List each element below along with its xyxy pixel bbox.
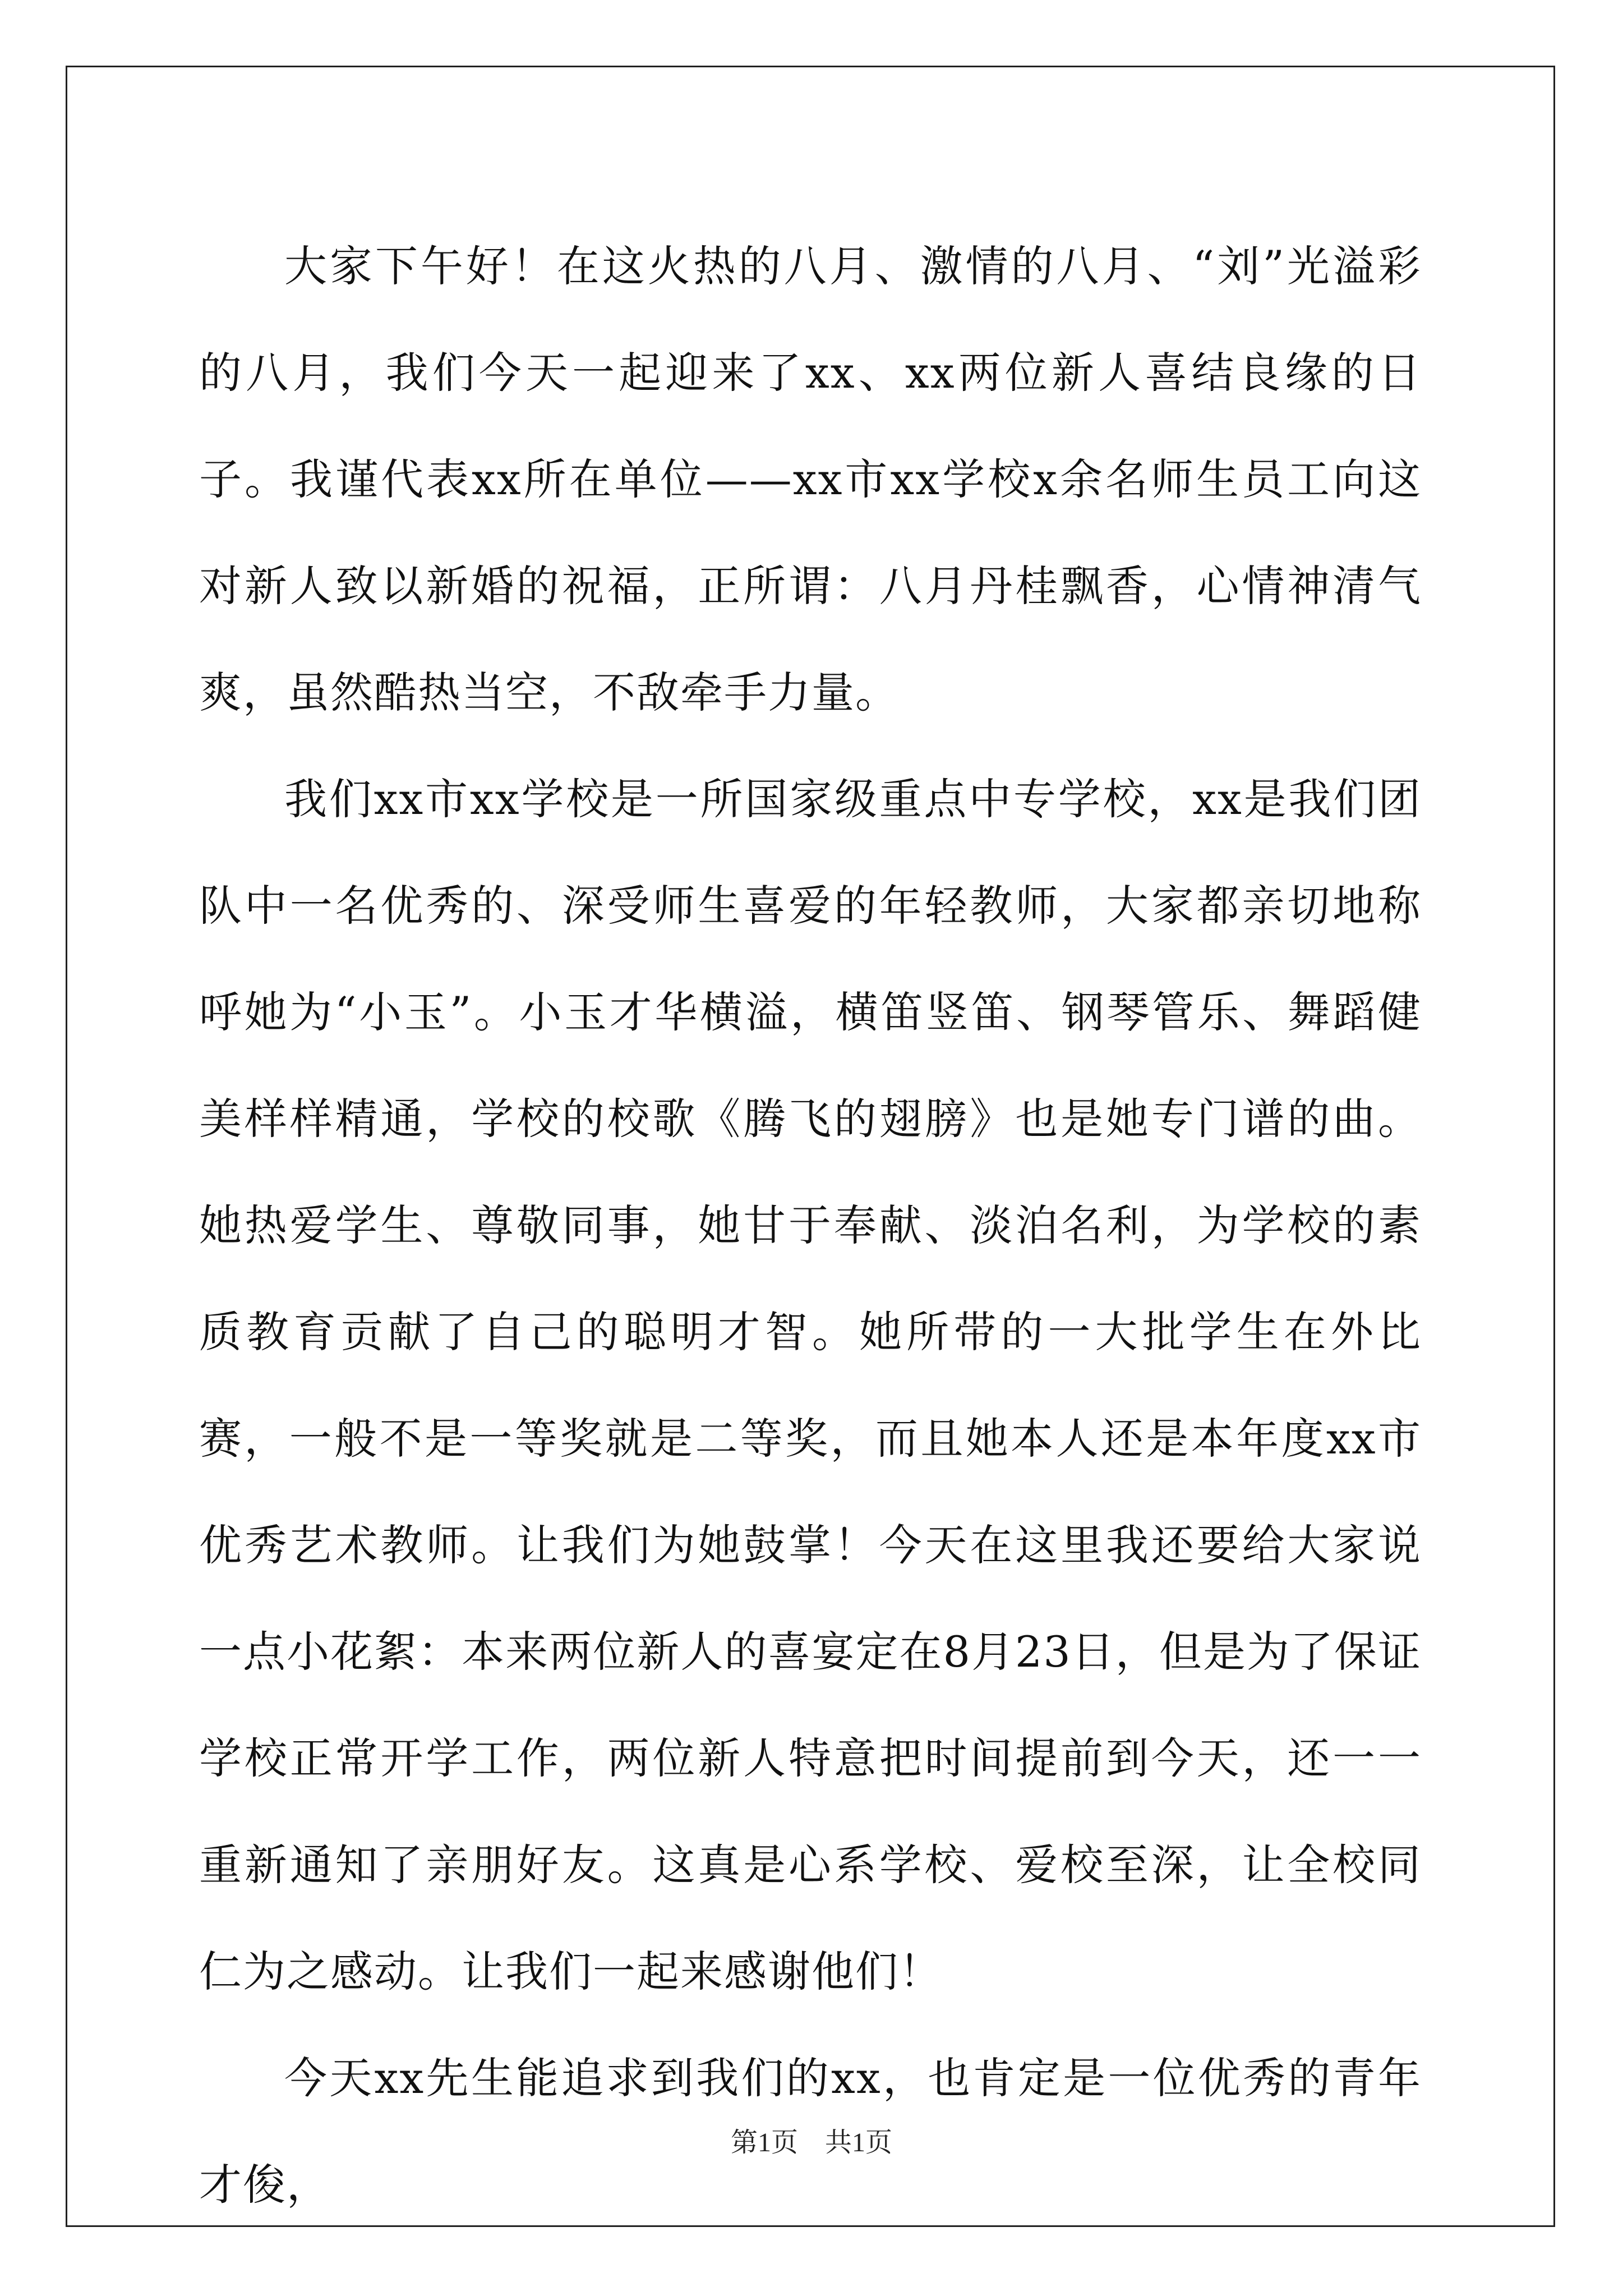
paragraph-3: 今天xx先生能追求到我们的xx，也肯定是一位优秀的青年才俊，: [199, 2053, 1422, 2210]
document-body: [199, 213, 1422, 2238]
paragraph-2: 我们xx市xx学校是一所国家级重点中专学校，xx是我们团队中一名优秀的、深受师生喜爱的年轻教师，大家都亲切地称呼她为“小玉”。小玉才华横溢，横笛竖笛、钢琴管乐、舞蹈健美样样精通，学校的校歌《腾飞的翅膀》也是她专门谱的曲。她热爱学生、尊敬同事，她甘于奉献、淡泊名利，为学校的素质教育贡献了自己的聪明才智。她所带的一大批学生在外比赛，一般不是一等奖就是二等奖，而且她本人还是本年度xx市优秀艺术教师。让我们为她鼓掌！今天在这里我还要给大家说一点小花絮：本来两位新人的喜宴定在8月23日，但是为了保证学校正常开学工作，两位新人特意把时间提前到今天，还一一重新通知了亲朋好友。这真是心系学校、爱校至深，让全校同仁为之感动。让我们一起来感谢他们！: [199, 774, 1422, 1996]
page-footer: 第1页 共1页: [730, 2128, 892, 2157]
paragraph-1: 大家下午好！在这火热的八月、激情的八月、“刘”光溢彩的八月，我们今天一起迎来了xx、xx两位新人喜结良缘的日子。我谨代表xx所在单位——xx市xx学校x余名师生员工向这对新人致以新婚的祝福，正所谓：八月丹桂飘香，心情神清气爽，虽然酷热当空，不敌牵手力量。: [199, 241, 1422, 717]
